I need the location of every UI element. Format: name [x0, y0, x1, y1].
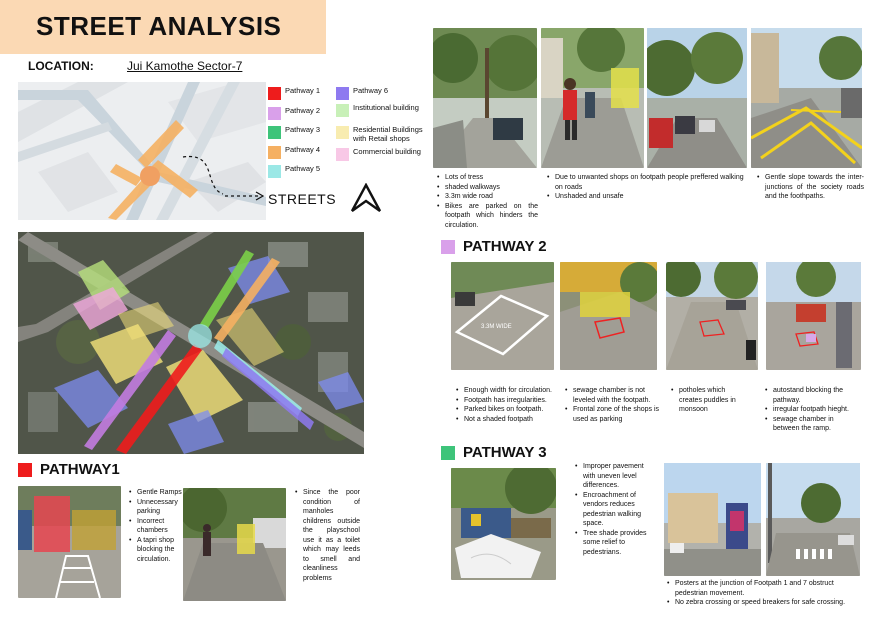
pathway2-col1-list: • Enough width for circulation. • Footpath has irregularities. • Parked bikes on footpath. • Not a shaded footpath [455, 386, 553, 424]
top-col3-list: • Gentle slope towards the inter-junctions of the society roads and the foothpaths. [756, 173, 864, 202]
legend-swatch [268, 146, 281, 159]
photo-pathway3-1 [451, 468, 556, 580]
satellite-map [18, 232, 364, 454]
photo-footpath-1 [433, 28, 537, 168]
map-streets-label: STREETS [268, 191, 337, 207]
top-col1-list: • Lots of tress • shaded walkways • 3.3m wide road • Bikes are parked on the footpath which hinders the circulation. [436, 173, 538, 230]
legend-pathway-5: Pathway 5 [268, 165, 320, 178]
photo-footpath-3 [647, 28, 747, 168]
pathway3-col2-list: • Posters at the junction of Footpath 1 and 7 obstruct pedestrian movement. • No zebra crossing or speed breakers for safe crossing. [666, 579, 866, 608]
legend-pathway-2: Pathway 2 [268, 107, 320, 120]
photo-pathway3-3 [766, 463, 860, 576]
photo-pathway2-2 [560, 262, 657, 370]
pathway1-heading: PATHWAY1 [18, 461, 120, 478]
legend-residential: Residential Buildings with Retail shops [336, 126, 430, 143]
pathway3-col1-list: • Improper pavement with uneven level differences. • Encroachment of vendors reduces pedestrian walking space. • Tree shade provides some relief to pedestrians. [574, 462, 658, 557]
pathway3-heading: PATHWAY 3 [441, 444, 547, 461]
photo-pathway2-3 [666, 262, 758, 370]
photo-width-label: 3.3M WIDE [481, 324, 512, 330]
photo-pathway2-4 [766, 262, 861, 370]
legend-swatch [268, 126, 281, 139]
photo-pathway1-1 [18, 486, 121, 598]
legend-pathway-4: Pathway 4 [268, 146, 320, 159]
legend-institutional: Institutional building [336, 104, 428, 117]
legend-swatch [336, 126, 349, 139]
legend-swatch [336, 104, 349, 117]
legend-pathway-6: Pathway 6 [336, 87, 388, 100]
pathway1-color-square [18, 463, 32, 477]
legend-swatch [336, 148, 349, 161]
photo-pathway2-1 [451, 262, 554, 370]
location-value: Jui Kamothe Sector-7 [127, 59, 243, 73]
pathway2-col4-list: • autostand blocking the pathway. • irregular footpath hieght. • sewage chamber in between the ramp. [764, 386, 860, 434]
legend-swatch [268, 165, 281, 178]
photo-pathway3-2 [664, 463, 761, 576]
legend-swatch [268, 107, 281, 120]
legend-pathway-3: Pathway 3 [268, 126, 320, 139]
north-arrow-icon [349, 183, 383, 213]
pathway2-heading: PATHWAY 2 [441, 238, 547, 255]
photo-footpath-4 [751, 28, 862, 168]
photo-pathway1-2 [183, 488, 286, 601]
legend-swatch [268, 87, 281, 100]
legend-commercial: Commercial building [336, 148, 428, 161]
legend-pathway-1: Pathway 1 [268, 87, 320, 100]
pathway1-col1-list: • Gentle Ramps • Unnecessary parking • Incorrect chambers • A tapri shop blocking the circulation. [128, 488, 182, 564]
street-map [18, 82, 266, 220]
location-label: LOCATION: [28, 59, 94, 73]
photo-footpath-2 [541, 28, 644, 168]
legend-swatch [336, 87, 349, 100]
pathway2-color-square [441, 240, 455, 254]
page-title: STREET ANALYSIS [36, 11, 282, 41]
pathway2-col3-list: • potholes which creates puddles in monsoon [670, 386, 750, 415]
pathway2-col2-list: • sewage chamber is not leveled with the footpath. • Frontal zone of the shops is used as parking [564, 386, 660, 424]
pathway3-color-square [441, 446, 455, 460]
pathway1-col2-list: • Since the poor condition of manholes childrens outside the playschool use it as a toilet which may leeds to smell and cleanliness problems [294, 488, 360, 583]
top-col2-list: • Due to unwanted shops on footpath people preffered walking on roads • Unshaded and unsafe [546, 173, 746, 202]
